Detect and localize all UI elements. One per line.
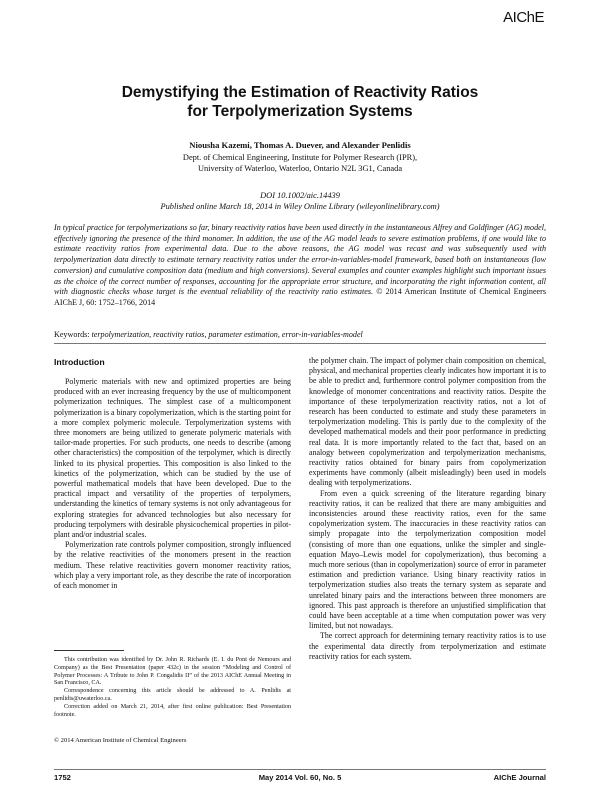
- keywords: [54, 330, 546, 339]
- paragraph: the polymer chain. The impact of polymer chain composition on chemical, physical, and mechanical properties clearly indicates how important it is to be able to predict and, furthermore control polymer composition from the knowledge of monomer concentrations and reactivity ratios. Despite the importance of these terpolymerization reactivity ratios, not a lot of research has been conducted to estimate and study these parameters in terpolymerization modeling. This is partly due to the complexity of the developed mathematical models and their poor performance in predicting real data. It is more importantly related to the fact that, based on an analogy between copolymerization and terpolymerization mechanisms, reactivity ratios obtained for binary pairs from copolymerization experiments have commonly (albeit misleadingly) been used in models dealing with terpolymerizations.: [309, 356, 546, 488]
- affiliation-line-2: University of Waterloo, Waterloo, Ontario N2L 3G1, Canada: [197, 164, 403, 173]
- footnote: Correspondence concerning this article should be addressed to A. Penlidis at penlidis@uwaterloo.ca.: [54, 688, 291, 702]
- affiliation-line-1: Dept. of Chemical Engineering, Institute for Polymer Research (IPR),: [182, 153, 418, 162]
- footnotes: [54, 657, 291, 719]
- affiliation: [0, 152, 600, 174]
- journal-mark: AIChE: [503, 9, 544, 26]
- issue-info: May 2014 Vol. 60, No. 5: [258, 773, 342, 782]
- paragraph: From even a quick screening of the literature regarding binary reactivity ratios, it can be realized that there are many ambiguities and inconsistencies around these reactivity ratios, even for the same copolymerization system. The inaccuracies in these reactivity ratios can simply propagate into the terpolymerization composition model (consisting of more than one equations, unlike the simpler and single-equation Mayo–Lewis model for copolymerization), thus becoming a much more serious (than in copolymerization) source of error in parameter estimation and prediction variance. Using binary reactivity ratios in terpolymerization studies also treats the ternary system as separate and unrelated binary pairs and the interactions between three monomers are ignored. This past approach is therefore an unjustified simplification that could have been acceptable at a time when computation power was very limited, but not nowadays.: [309, 488, 546, 631]
- section-divider: [54, 343, 546, 344]
- footnote: Correction added on March 21, 2014, after first online publication: Best Presentation footnote.: [54, 703, 291, 718]
- footnote-copyright: © 2014 American Institute of Chemical Engineers: [54, 737, 187, 744]
- title-line-2: for Terpolymerization Systems: [187, 103, 413, 120]
- section-heading-introduction: Introduction: [54, 357, 105, 367]
- paragraph: The correct approach for determining ternary reactivity ratios is to use the experimental data directly from terpolymerization and estimate reactivity ratios for each system.: [309, 631, 546, 661]
- page-number: 1752: [54, 773, 71, 782]
- authors: Niousha Kazemi, Thomas A. Duever, and Alexander Penlidis: [189, 140, 411, 150]
- published-online: Published online March 18, 2014 in Wiley Online Library (wileyonlinelibrary.com): [160, 202, 440, 211]
- article-title: [0, 83, 600, 121]
- publication-info: [0, 190, 600, 212]
- left-column: [54, 377, 291, 591]
- right-column: [309, 356, 546, 662]
- footnote: This contribution was identified by Dr. John R. Richards (E. I. du Pont de Nemours and Company) as the Best Presentation (paper 432c) in the session “Modeling and Control of Polymer Processes: A Tribute to John P. Congalidis II” of the 2013 AIChE Annual Meeting in San Francisco, CA.: [54, 657, 291, 687]
- keywords-label: Keywords:: [54, 330, 90, 339]
- abstract-copyright: © 2014 American Institute of Chemical Engineers AIChE J, 60: 1752–1766, 2014: [54, 287, 546, 307]
- abstract-text: In typical practice for terpolymerizations so far, binary reactivity ratios have been used directly in the instantaneous Alfrey and Goldfinger (AG) model, effectively ignoring the presence of the third monomer. In addition, the use of the AG model leads to severe estimation problems, if one would like to estimate reactivity ratios from experimental data. Due to the above reasons, the AG model was recast and was subsequently used with terpolymerization data directly to estimate ternary reactivity ratios under the error-in-variables-model framework, based both on instantaneous (low conversion) and cumulative composition data (medium and high conversions). Several examples and counter examples highlight such important issues as the choice of the correct number of responses, accounting for the appropriate error structure, and incorporating the right information content, all with diagnostic checks whose target is the eventual reliability of the reactivity ratio estimates.: [54, 223, 546, 297]
- journal-name: AIChE Journal: [493, 773, 546, 782]
- title-line-1: Demystifying the Estimation of Reactivity Ratios: [121, 84, 479, 101]
- paragraph: Polymeric materials with new and optimized properties are being produced with an ever increasing frequency by the use of multicomponent polymerization techniques. The simplest case of a multicomponent polymerization is a binary copolymerization, which is the starting point for a more complex polymeric molecule. Terpolymerization systems with three monomers are being utilized to generate polymeric materials with tailor-made properties. For such products, one needs to describe (among other characteristics) the composition of the terpolymer, which is directly linked to its physical properties. This composition is also linked to the kinetics of the polymerization, which can be studied by the use of powerful mathematical models that have been developed. Due to the practical impact and versatility of the properties of terpolymers, understanding the kinetics of ternary systems is not only advantageous for exploring strategies for advanced technologies but also necessary for producing terpolymers with desirable physicochemical properties in pilot-plant and/or industrial scales.: [54, 377, 291, 540]
- abstract: [54, 223, 546, 309]
- footnote-divider: [54, 650, 124, 651]
- footer-divider: [54, 769, 546, 770]
- paragraph: Polymerization rate controls polymer composition, strongly influenced by the relative reactivities of the monomers present in the reaction medium. These relative reactivities govern monomer reactivity ratios, which play a very important role, as they describe the rate of incorporation of each monomer in: [54, 540, 291, 591]
- doi[interactable]: DOI 10.1002/aic.14439: [260, 191, 340, 200]
- keywords-list: terpolymerization, reactivity ratios, parameter estimation, error-in-variables-model: [91, 330, 363, 339]
